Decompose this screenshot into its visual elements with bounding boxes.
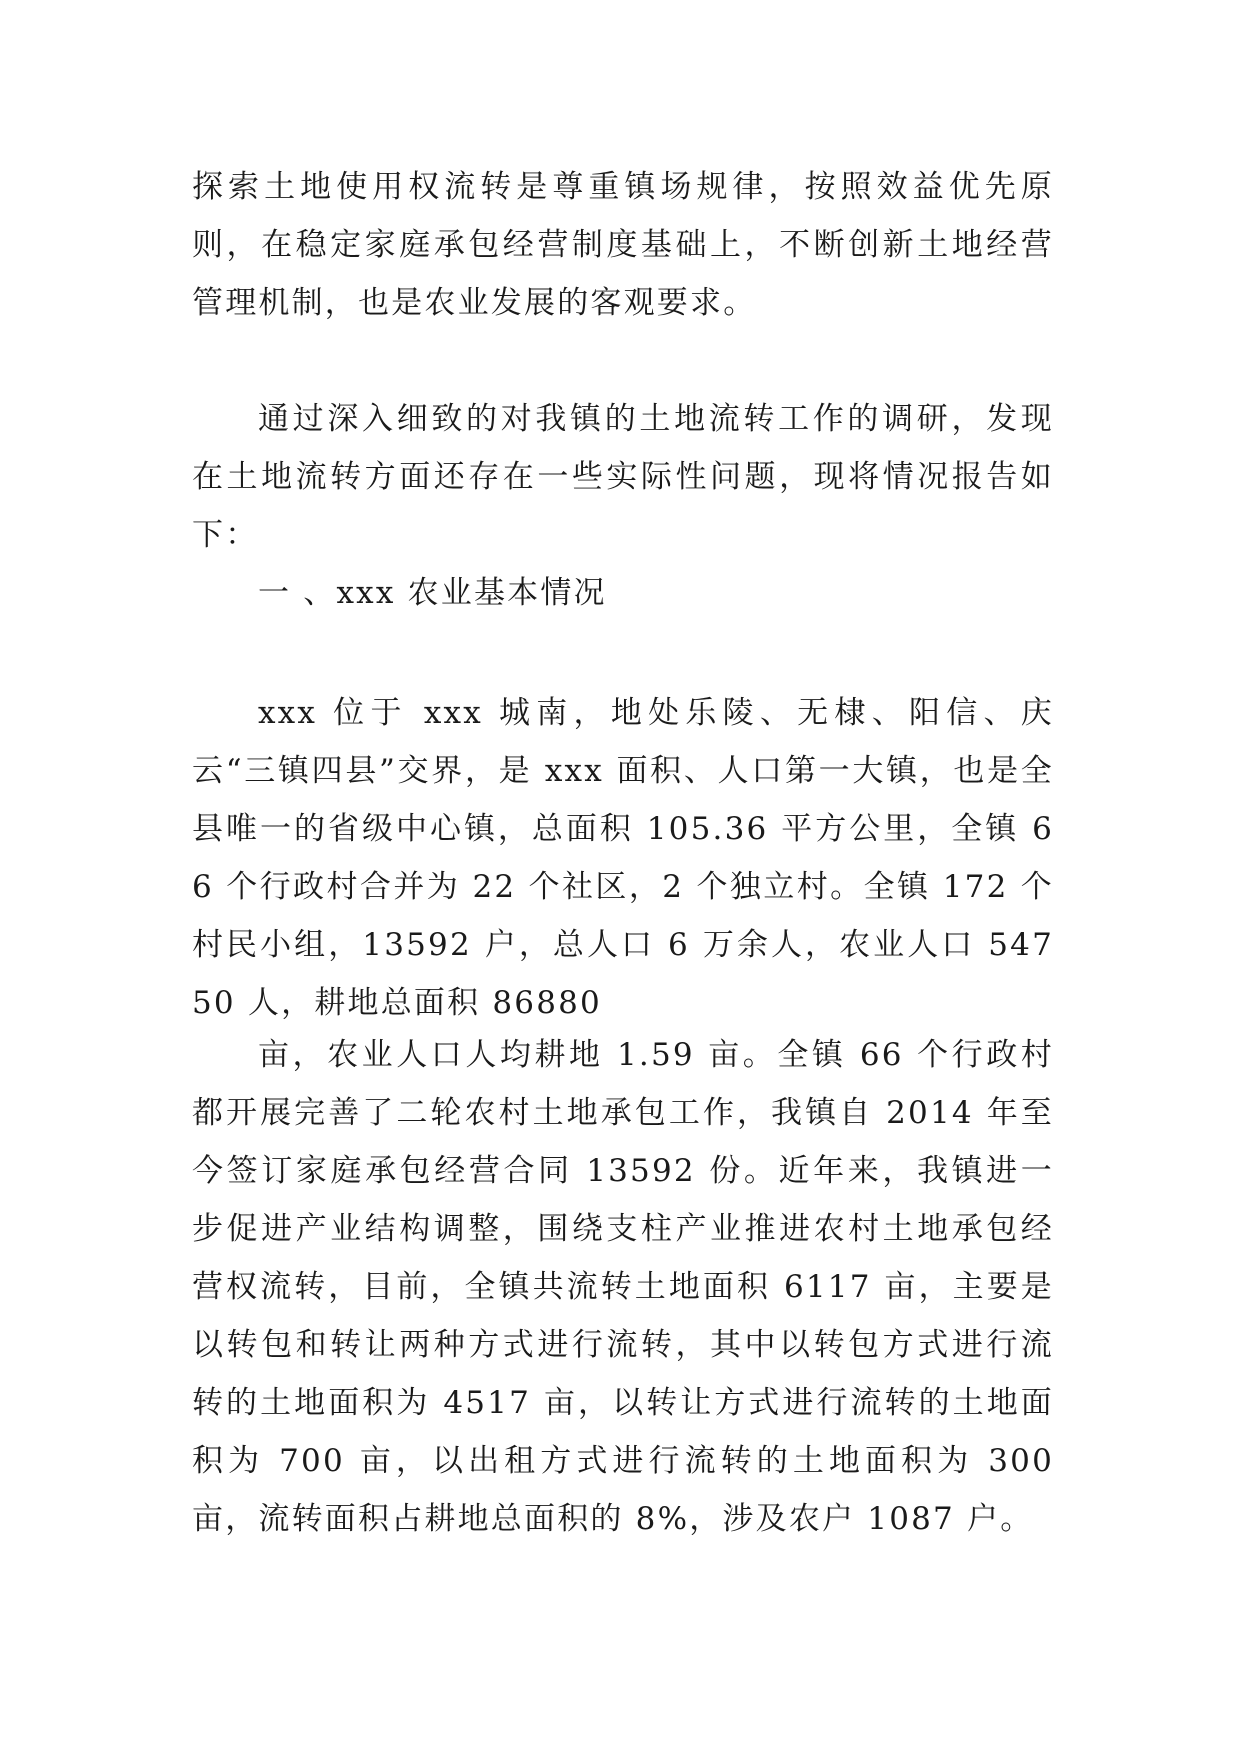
- paragraph-land-transfer: 亩，农业人口人均耕地 1.59 亩。全镇 66 个行政村都开展完善了二轮农村土地承包工作，我镇自 2014 年至今签订家庭承包经营合同 13592 份。近年来，我镇进一步促进产业结构调整，围绕支柱产业推进农村土地承包经营权流转，目前，全镇共流转土地面积 6117 亩，主要是以转包和转让两种方式进行流转，其中以转包方式进行流转的土地面积为 4517 亩，以转让方式进行流转的土地面积为 700 亩，以出租方式进行流转的土地面积为 300 亩，流转面积占耕地总面积的 8%，涉及农户 1087 户。: [192, 1037, 1054, 1537]
- paragraph-overview: xxx 位于 xxx 城南，地处乐陵、无棣、阳信、庆云“三镇四县”交界，是 xxx 面积、人口第一大镇，也是全县唯一的省级中心镇，总面积 105.36 平方公里，全镇 66 个行政村合并为 22 个社区，2 个独立村。全镇 172 个村民小组，13592 户，总人口 6 万余人，农业人口 54750 人，耕地总面积 86880: [192, 695, 1054, 1021]
- paragraph-survey: 通过深入细致的对我镇的土地流转工作的调研，发现在土地流转方面还存在一些实际性问题，现将情况报告如下：: [192, 401, 1054, 553]
- section-heading: 一 、xxx 农业基本情况: [258, 575, 607, 611]
- paragraph-intro: 探索土地使用权流转是尊重镇场规律，按照效益优先原则，在稳定家庭承包经营制度基础上，不断创新土地经营管理机制，也是农业发展的客观要求。: [192, 169, 1054, 321]
